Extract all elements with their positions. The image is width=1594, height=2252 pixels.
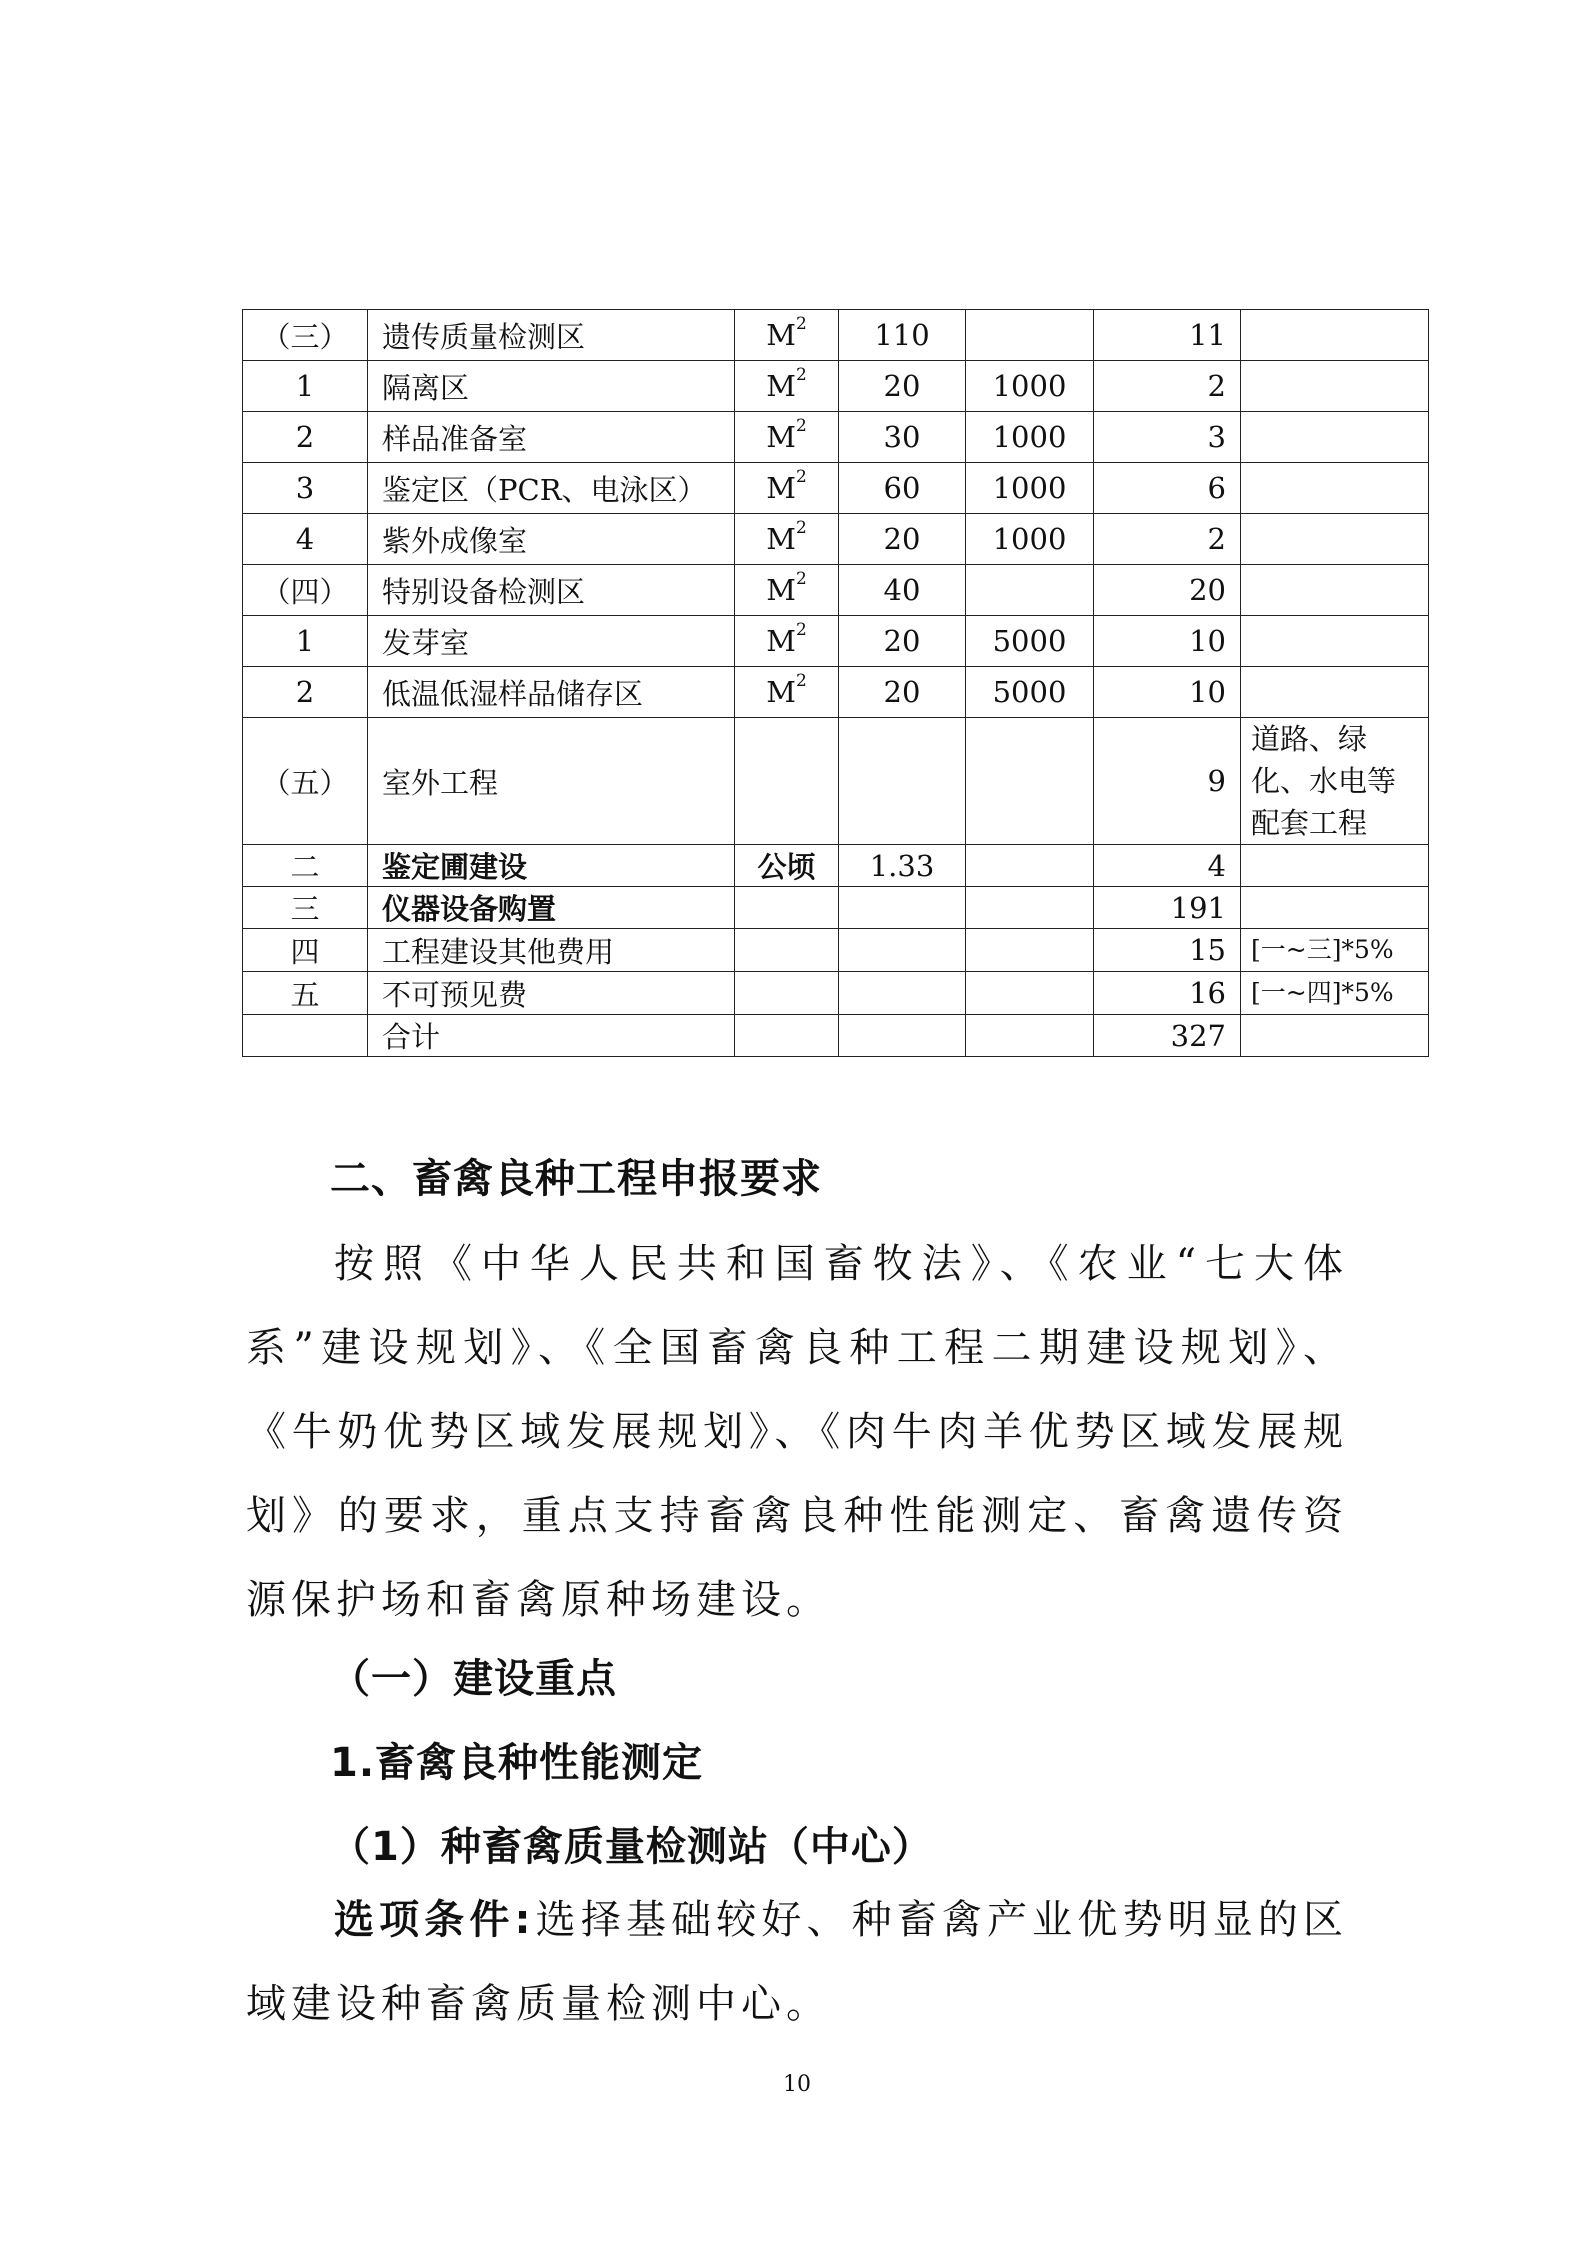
option-text: 选择基础较好、种畜禽产业优势明显的区域建设种畜禽质量检测中心。	[246, 1897, 1349, 2027]
row-amount	[1094, 412, 1241, 463]
row-unit-price	[966, 463, 1094, 514]
row-amount-text: 6	[1207, 471, 1226, 505]
table-row	[243, 667, 1429, 718]
row-item-text: 特别设备检测区	[382, 574, 586, 609]
row-note	[1241, 1015, 1429, 1057]
row-number-text: （四）	[261, 574, 349, 609]
unit-superscript: 2	[795, 620, 807, 640]
row-unit-price	[966, 845, 1094, 887]
row-unit-price	[966, 361, 1094, 412]
table-row	[243, 463, 1429, 514]
row-unit	[735, 463, 839, 514]
row-number-text: 4	[295, 522, 315, 556]
unit-superscript: 2	[795, 365, 807, 385]
row-unit	[735, 887, 839, 929]
row-unit	[735, 972, 839, 1015]
row-note	[1241, 718, 1429, 845]
row-item-text: 室外工程	[382, 765, 499, 800]
row-quantity	[839, 972, 966, 1015]
row-quantity	[839, 718, 966, 845]
row-amount	[1094, 1015, 1241, 1057]
row-note	[1241, 412, 1429, 463]
row-item-text: 不可预见费	[382, 977, 528, 1012]
unit-superscript: 2	[795, 314, 807, 334]
row-unit-price-text: 5000	[992, 675, 1067, 709]
row-unit-price-text: 1000	[992, 420, 1067, 454]
row-item-text: 鉴定区（PCR、电泳区）	[382, 472, 707, 507]
row-quantity-text: 60	[883, 471, 921, 505]
row-unit	[735, 929, 839, 972]
row-unit-text: M	[766, 522, 796, 556]
row-amount-text: 11	[1189, 318, 1226, 352]
row-note	[1241, 887, 1429, 929]
row-item	[368, 845, 735, 887]
row-number	[243, 361, 368, 412]
row-note	[1241, 929, 1429, 972]
row-note	[1241, 845, 1429, 887]
row-unit-text: M	[766, 318, 796, 352]
row-number	[243, 972, 368, 1015]
budget-table	[242, 309, 1429, 1057]
row-amount	[1094, 310, 1241, 361]
row-number-text: 五	[290, 977, 320, 1012]
row-number-text: 二	[290, 850, 320, 884]
row-quantity-text: 20	[883, 675, 921, 709]
row-unit-price	[966, 1015, 1094, 1057]
row-item-text: 工程建设其他费用	[382, 934, 615, 969]
sub-heading-quality-station: （1）种畜禽质量检测站（中心）	[330, 1824, 933, 1870]
row-unit-price-text: 5000	[992, 624, 1067, 658]
row-number-text: （三）	[261, 319, 349, 354]
table-row	[243, 887, 1429, 929]
row-quantity	[839, 514, 966, 565]
row-item	[368, 667, 735, 718]
budget-table-body	[243, 310, 1429, 1057]
row-note	[1241, 616, 1429, 667]
row-amount	[1094, 929, 1241, 972]
row-quantity	[839, 616, 966, 667]
row-item-text: 样品准备室	[382, 421, 528, 456]
row-item-text: 合计	[382, 1020, 441, 1054]
row-item	[368, 514, 735, 565]
table-row	[243, 565, 1429, 616]
row-unit	[735, 565, 839, 616]
row-number	[243, 565, 368, 616]
row-unit-text: 公顷	[757, 850, 816, 884]
unit-superscript: 2	[795, 467, 807, 487]
row-amount	[1094, 972, 1241, 1015]
row-quantity-text: 20	[883, 369, 921, 403]
row-unit-text: M	[766, 624, 796, 658]
unit-superscript: 2	[795, 416, 807, 436]
row-unit-text: M	[766, 369, 796, 403]
table-row	[243, 310, 1429, 361]
row-amount	[1094, 565, 1241, 616]
row-unit-price-text: 1000	[992, 522, 1067, 556]
row-quantity	[839, 361, 966, 412]
row-amount-text: 10	[1189, 624, 1226, 658]
row-number	[243, 667, 368, 718]
row-number	[243, 310, 368, 361]
row-unit	[735, 616, 839, 667]
row-note-text: 道路、绿化、水电等配套工程	[1251, 722, 1397, 840]
row-amount-text: 16	[1189, 976, 1226, 1010]
row-amount	[1094, 514, 1241, 565]
row-item	[368, 887, 735, 929]
row-item	[368, 361, 735, 412]
row-item	[368, 412, 735, 463]
sub-heading-construction-focus: （一）建设重点	[330, 1656, 617, 1702]
row-item	[368, 616, 735, 667]
table-row	[243, 845, 1429, 887]
row-amount-text: 191	[1170, 890, 1226, 925]
row-unit-text: M	[766, 675, 796, 709]
table-row	[243, 361, 1429, 412]
row-amount	[1094, 463, 1241, 514]
row-note	[1241, 514, 1429, 565]
row-note-text: [一~四]*5%	[1251, 978, 1394, 1007]
row-unit-price	[966, 718, 1094, 845]
row-number	[243, 1015, 368, 1057]
row-amount	[1094, 718, 1241, 845]
row-unit	[735, 667, 839, 718]
row-unit	[735, 514, 839, 565]
table-row	[243, 616, 1429, 667]
row-unit-price-text: 1000	[992, 369, 1067, 403]
table-row	[243, 972, 1429, 1015]
table-row	[243, 1015, 1429, 1057]
row-unit-price	[966, 972, 1094, 1015]
row-unit-price	[966, 616, 1094, 667]
row-unit	[735, 310, 839, 361]
row-item-text: 鉴定圃建设	[382, 850, 528, 884]
row-number	[243, 412, 368, 463]
row-amount-text: 15	[1189, 933, 1226, 967]
row-amount-text: 327	[1170, 1018, 1226, 1053]
unit-superscript: 2	[795, 671, 807, 691]
section-heading: 二、畜禽良种工程申报要求	[330, 1156, 822, 1202]
row-unit-price	[966, 887, 1094, 929]
row-amount-text: 2	[1207, 522, 1226, 556]
row-item-text: 隔离区	[382, 370, 470, 405]
row-item-text: 遗传质量检测区	[382, 319, 586, 354]
row-note	[1241, 361, 1429, 412]
unit-superscript: 2	[795, 518, 807, 538]
table-row	[243, 718, 1429, 845]
row-quantity	[839, 887, 966, 929]
row-item-text: 仪器设备购置	[382, 892, 557, 926]
row-item-text: 发芽室	[382, 625, 470, 660]
row-quantity	[839, 1015, 966, 1057]
row-unit-text: M	[766, 420, 796, 454]
row-amount-text: 10	[1189, 675, 1226, 709]
row-item	[368, 565, 735, 616]
table-row	[243, 929, 1429, 972]
row-item	[368, 310, 735, 361]
row-unit-text: M	[766, 573, 796, 607]
row-unit-price	[966, 310, 1094, 361]
row-unit-price	[966, 565, 1094, 616]
row-unit-text: M	[766, 471, 796, 505]
page-number: 10	[783, 2072, 811, 2097]
row-note	[1241, 667, 1429, 718]
row-item	[368, 929, 735, 972]
row-amount	[1094, 667, 1241, 718]
row-number	[243, 616, 368, 667]
row-quantity	[839, 929, 966, 972]
row-unit	[735, 412, 839, 463]
option-label: 选项条件:	[334, 1897, 536, 1943]
unit-superscript: 2	[795, 569, 807, 589]
row-number-text: 3	[295, 471, 315, 505]
row-quantity	[839, 667, 966, 718]
row-note	[1241, 463, 1429, 514]
row-item	[368, 463, 735, 514]
row-amount-text: 4	[1207, 848, 1226, 883]
row-quantity-text: 40	[883, 573, 921, 607]
row-amount	[1094, 887, 1241, 929]
row-note	[1241, 565, 1429, 616]
intro-paragraph: 按照《中华人民共和国畜牧法》、《农业“七大体系”建设规划》、《全国畜禽良种工程二期建设规划》、《牛奶优势区域发展规划》、《肉牛肉羊优势区域发展规划》的要求，重点支持畜禽良种性能测定、畜禽遗传资源保护场和畜禽原种场建设。	[246, 1241, 1348, 1623]
row-number	[243, 514, 368, 565]
table-row	[243, 412, 1429, 463]
row-amount-text: 20	[1189, 573, 1226, 607]
row-unit-price	[966, 412, 1094, 463]
option-paragraph	[246, 1878, 1348, 2046]
row-quantity	[839, 463, 966, 514]
row-item-text: 低温低湿样品储存区	[382, 676, 644, 711]
row-number-text: 1	[295, 369, 315, 403]
table-row	[243, 514, 1429, 565]
row-quantity-text: 30	[883, 420, 921, 454]
row-quantity	[839, 412, 966, 463]
row-quantity	[839, 565, 966, 616]
row-number-text: 1	[295, 624, 315, 658]
row-amount	[1094, 361, 1241, 412]
row-unit-price	[966, 667, 1094, 718]
row-amount	[1094, 845, 1241, 887]
row-quantity	[839, 845, 966, 887]
row-number-text: （五）	[261, 765, 349, 800]
row-number	[243, 463, 368, 514]
row-unit-price	[966, 929, 1094, 972]
row-quantity-text: 1.33	[869, 848, 935, 883]
row-amount-text: 2	[1207, 369, 1226, 403]
row-unit	[735, 845, 839, 887]
row-note	[1241, 310, 1429, 361]
row-number-text: 2	[295, 420, 315, 454]
row-unit-price-text: 1000	[992, 471, 1067, 505]
row-unit-price	[966, 514, 1094, 565]
row-quantity-text: 20	[883, 624, 921, 658]
row-amount-text: 3	[1207, 420, 1226, 454]
row-number	[243, 845, 368, 887]
row-amount-text: 9	[1207, 764, 1226, 798]
row-unit	[735, 718, 839, 845]
row-quantity	[839, 310, 966, 361]
row-number-text: 四	[290, 934, 320, 969]
row-number	[243, 929, 368, 972]
row-item	[368, 1015, 735, 1057]
row-unit	[735, 1015, 839, 1057]
row-note-text: [一~三]*5%	[1251, 935, 1394, 964]
row-number	[243, 887, 368, 929]
row-amount	[1094, 616, 1241, 667]
row-number-text: 2	[295, 675, 315, 709]
row-item-text: 紫外成像室	[382, 523, 528, 558]
row-note	[1241, 972, 1429, 1015]
sub-heading-performance-testing: 1.畜禽良种性能测定	[330, 1740, 704, 1786]
row-number	[243, 718, 368, 845]
row-item	[368, 718, 735, 845]
row-number-text: 三	[290, 892, 320, 926]
row-unit	[735, 361, 839, 412]
row-quantity-text: 20	[883, 522, 921, 556]
row-item	[368, 972, 735, 1015]
row-quantity-text: 110	[874, 318, 930, 352]
